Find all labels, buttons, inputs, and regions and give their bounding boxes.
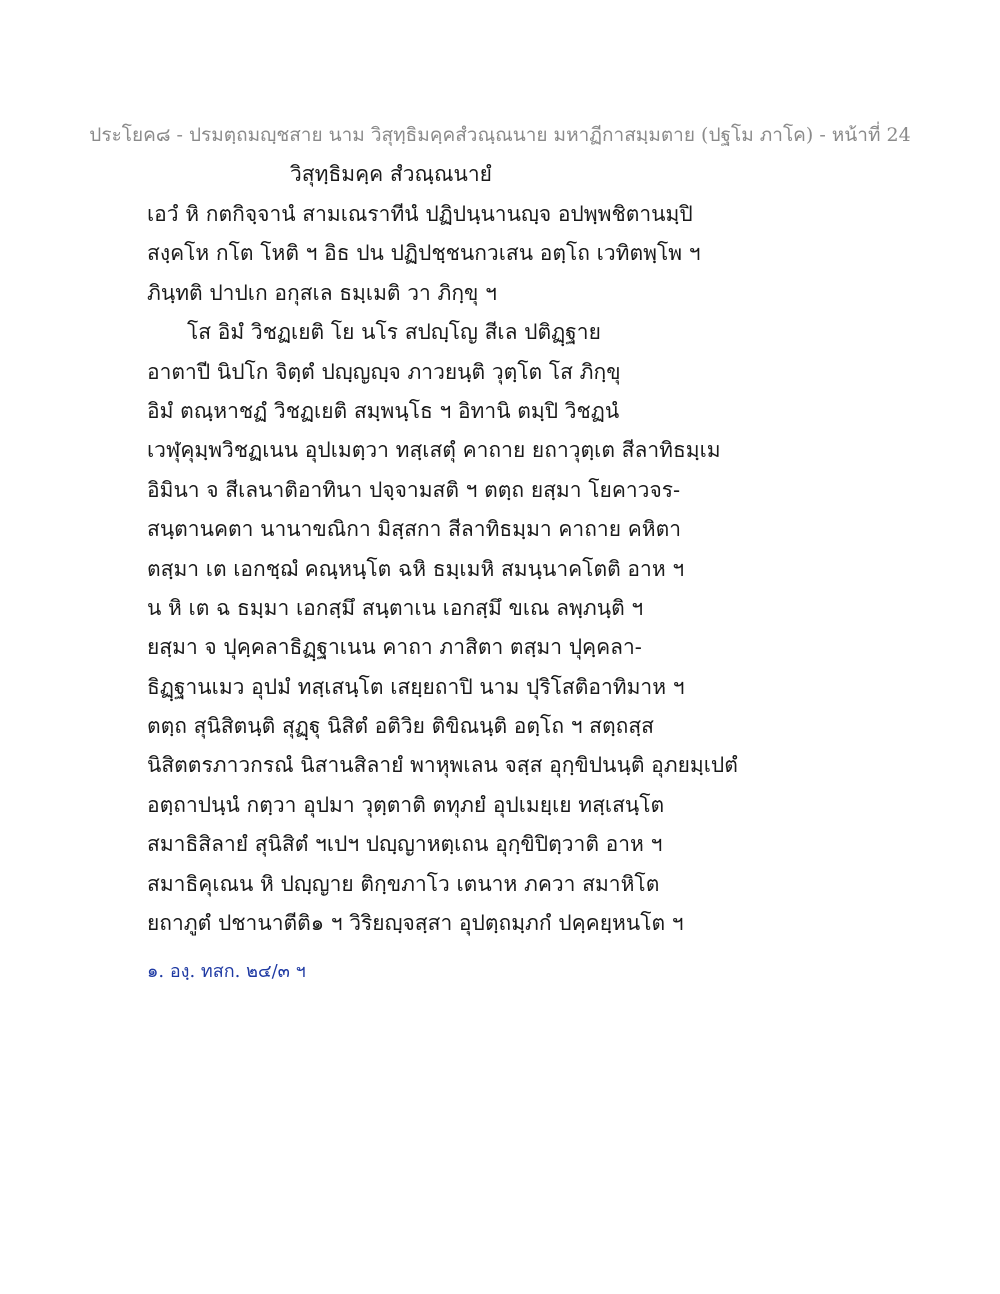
text-line: อิมํ ตณฺหาชฏํ วิชฏเยติ สมฺพนฺโธ ฯ อิทานิ ตมฺปิ วิชฏนํ — [147, 398, 620, 423]
text-line: สมาธิสิลายํ สุนิสิตํ ฯเปฯ ปญฺญาหตฺเถน อุกฺขิปิตฺวาติ อาห ฯ — [147, 832, 663, 857]
body-text — [147, 195, 867, 943]
text-line: ตตฺถ สุนิสิตนฺติ สุฏฺฐุ นิสิตํ อติวิย ติขิณนฺติ อตฺโถ ฯ สตฺถสฺส — [147, 714, 654, 739]
text-line: เอวํ หิ กตกิจฺจานํ สามเณราทีนํ ปฏิปนฺนานญฺจ อปพฺพชิตานมฺปิ — [147, 202, 693, 226]
text-line: ธิฏฺฐานเมว อุปมํ ทสฺเสนฺโต เสยฺยถาปิ นาม ปุริโสติอาทิมาห ฯ — [147, 674, 685, 699]
text-line-paragraph-start: โส อิมํ วิชฏเยติ โย นโร สปญฺโญ สีเล ปติฏฺฐาย — [187, 320, 601, 345]
text-line: อิมินา จ สีเลนาติอาทินา ปจฺจามสติ ฯ ตตฺถ ยสฺมา โยคาวจร- — [147, 477, 681, 502]
text-line: นิสิตตรภาวกรณํ นิสานสิลายํ พาหุพเลน จสฺส อุกฺขิปนนฺติ อุภยมฺเปตํ — [147, 753, 738, 778]
running-header: ประโยค๘ - ปรมตฺถมญฺชสาย นาม วิสุทฺธิมคฺคสํวณฺณนาย มหาฏีกาสมฺมตาย (ปฐโม ภาโค) - หน้าที่ 24 — [89, 124, 911, 146]
text-line: สนฺตานคตา นานาขณิกา มิสฺสกา สีลาทิธมฺมา คาถาย คหิตา — [147, 517, 682, 542]
footnote: ๑. องฺ. ทสก. ๒๔/๓ ฯ — [147, 961, 306, 982]
text-line: ภินฺทติ ปาปเก อกุสเล ธมฺเมติ วา ภิกฺขุ ฯ — [147, 280, 497, 305]
section-title: วิสุทฺธิมคฺค สํวณฺณนายํ — [290, 162, 492, 186]
text-line: ตสฺมา เต เอกชฺฌํ คณฺหนฺโต ฉหิ ธมฺเมหิ สมนฺนาคโตติ อาห ฯ — [147, 556, 685, 581]
text-line: อตฺถาปนฺนํ กตฺวา อุปมา วุตฺตาติ ตทุภยํ อุปเมยฺเย ทสฺเสนฺโต — [147, 792, 665, 817]
text-line: ยถาภูตํ ปชานาตีติ๑ ฯ วิริยญฺจสฺสา อุปตฺถมฺภกํ ปคฺคยฺหนโต ฯ — [147, 911, 684, 936]
text-line: สงฺคโห กโต โหติ ฯ อิธ ปน ปฏิปชฺชนกวเสน อตฺโถ เวทิตพฺโพ ฯ — [147, 241, 701, 266]
text-line: ยสฺมา จ ปุคฺคลาธิฏฺฐาเนน คาถา ภาสิตา ตสฺมา ปุคฺคลา- — [147, 635, 642, 660]
text-line: เวฬุคุมฺพวิชฏเนน อุปเมตฺวา ทสฺเสตุํ คาถาย ยถาวุตฺเต สีลาทิธมฺเม — [147, 438, 721, 463]
text-line: สมาธิคุเณน หิ ปญฺญาย ติกฺขภาโว เตนาห ภควา สมาหิโต — [147, 871, 660, 896]
text-line: อาตาปี นิปโก จิตฺตํ ปญฺญญฺจ ภาวยนฺติ วุตฺโต โส ภิกฺขุ — [147, 359, 621, 384]
text-line: น หิ เต ฉ ธมฺมา เอกสฺมึ สนฺตาเน เอกสฺมึ ขเณ ลพฺภนฺติ ฯ — [147, 595, 644, 620]
